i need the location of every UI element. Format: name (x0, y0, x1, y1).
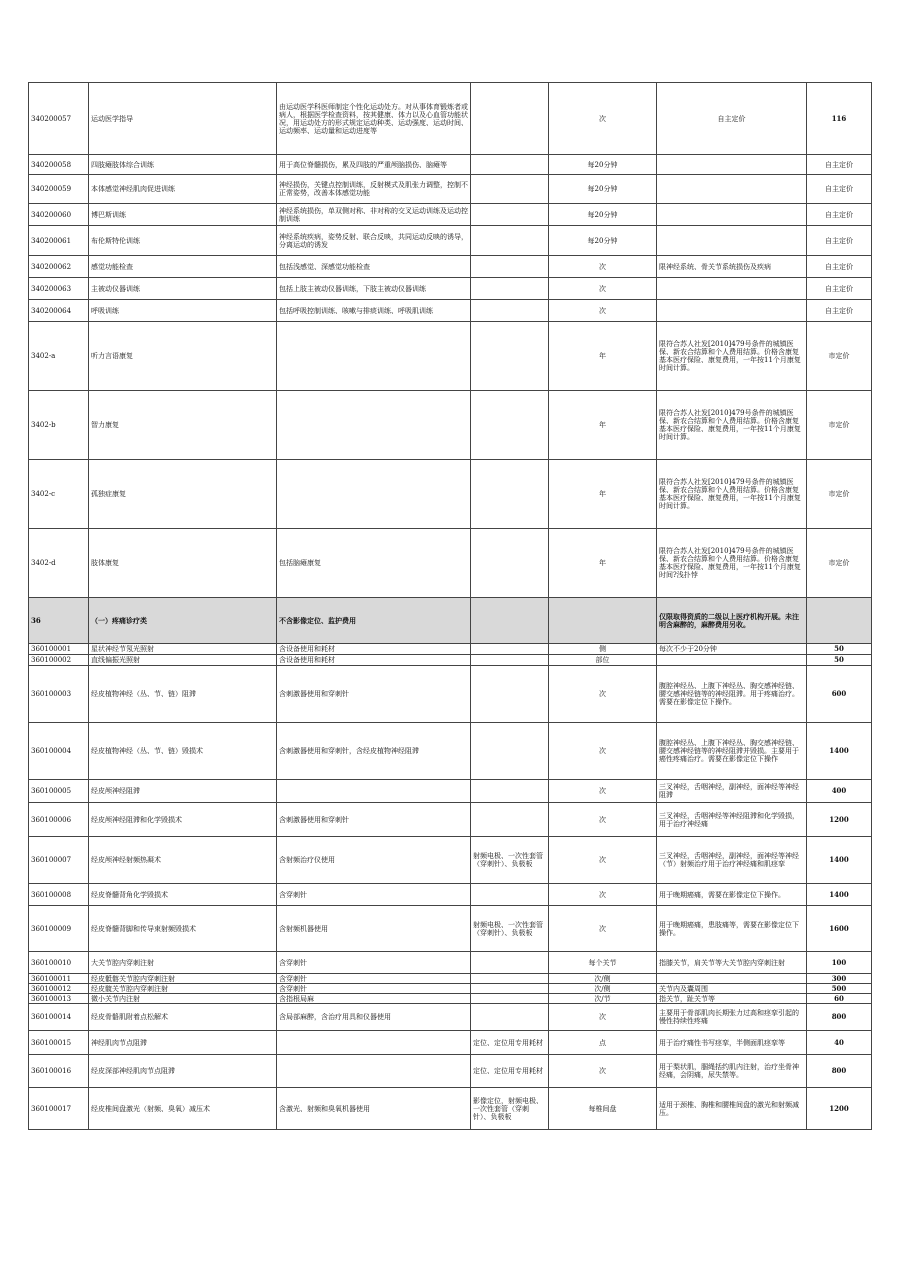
item-name-cell: 本体感觉神经肌肉促进训练 (89, 175, 277, 204)
unit-cell: 次/侧 (549, 984, 657, 994)
table-row (29, 837, 872, 884)
price-cell: 自主定价 (807, 256, 872, 278)
note-cell (657, 204, 807, 226)
item-code-cell: 360100001 (29, 644, 89, 655)
item-name-cell: 四肢瘫肢体综合训练 (89, 155, 277, 175)
excluded-items-cell (471, 204, 549, 226)
table-row (29, 391, 872, 460)
excluded-items-cell: 定位、定位用专用耗材 (471, 1055, 549, 1088)
excluded-items-cell: 定位、定位用专用耗材 (471, 1031, 549, 1055)
category-row (29, 598, 872, 644)
note-cell: 用于治疗痛性书写痉挛，半侧面肌痉挛等 (657, 1031, 807, 1055)
table-row (29, 155, 872, 175)
item-code-cell: 360100016 (29, 1055, 89, 1088)
item-content-cell: 含射频机器使用 (277, 906, 471, 952)
item-content-cell (277, 780, 471, 803)
item-code-cell: 340200061 (29, 226, 89, 256)
item-content-cell (277, 1055, 471, 1088)
unit-cell: 次 (549, 1055, 657, 1088)
unit-cell: 次 (549, 278, 657, 300)
unit-cell: 每椎间盘 (549, 1088, 657, 1130)
unit-cell: 次 (549, 1004, 657, 1031)
item-content-cell: 包括上肢主被动仪器训练，下肢主被动仪器训练 (277, 278, 471, 300)
unit-cell: 次 (549, 300, 657, 322)
item-code-cell: 360100007 (29, 837, 89, 884)
item-name-cell: 经皮骶髂关节腔内穿刺注射 (89, 974, 277, 984)
note-cell (657, 175, 807, 204)
item-code-cell: 360100008 (29, 884, 89, 906)
item-content-cell: 含设备使用和耗材 (277, 644, 471, 655)
price-cell: 1200 (807, 803, 872, 837)
excluded-items-cell (471, 884, 549, 906)
note-cell: 关节内及囊周围 (657, 984, 807, 994)
price-cell (807, 598, 872, 644)
note-cell: 适用于颈椎、胸椎和腰椎间盘的激光和射频减压。 (657, 1088, 807, 1130)
item-content-cell (277, 460, 471, 529)
price-cell: 50 (807, 655, 872, 666)
note-cell: 用于梨状肌，腘绳括约肌内注射，治疗坐骨神经痛，会阴痛，尿失禁等。 (657, 1055, 807, 1088)
item-name-cell: 微小关节内注射 (89, 994, 277, 1004)
table-row (29, 723, 872, 780)
note-cell: 指关节，趾关节等 (657, 994, 807, 1004)
excluded-items-cell (471, 1004, 549, 1031)
unit-cell: 次 (549, 906, 657, 952)
item-name-cell: 运动医学指导 (89, 83, 277, 155)
item-content-cell: 包括浅感觉、深感觉功能检查 (277, 256, 471, 278)
unit-cell: 点 (549, 1031, 657, 1055)
excluded-items-cell (471, 300, 549, 322)
excluded-items-cell (471, 644, 549, 655)
table-row (29, 529, 872, 598)
table-row (29, 322, 872, 391)
excluded-items-cell (471, 803, 549, 837)
note-cell: 三叉神经，舌咽神经，副神经，面神经等神经（节）射频治疗用于治疗神经痛和肌痉挛 (657, 837, 807, 884)
table-row (29, 1088, 872, 1130)
table-row (29, 1004, 872, 1031)
item-code-cell: 340200057 (29, 83, 89, 155)
price-cell: 800 (807, 1055, 872, 1088)
item-code-cell: 340200062 (29, 256, 89, 278)
price-cell: 800 (807, 1004, 872, 1031)
note-cell: 限符合苏人社发[2010]479号条件的城镇医保、新农合结算和个人费用结算。价格含康复基本医疗保险、康复费用，一年按11个月康复时间?浅扑悖 (657, 529, 807, 598)
price-cell: 400 (807, 780, 872, 803)
table-row (29, 644, 872, 655)
unit-cell: 每个关节 (549, 952, 657, 974)
note-cell (657, 155, 807, 175)
excluded-items-cell (471, 278, 549, 300)
item-content-cell: 包括脑瘫康复 (277, 529, 471, 598)
note-cell: 主要用于骨部肌肉长期张力过高和痉挛引起的慢性持续性疼痛 (657, 1004, 807, 1031)
excluded-items-cell (471, 723, 549, 780)
item-code-cell: 360100017 (29, 1088, 89, 1130)
table-row (29, 884, 872, 906)
price-cell: 自主定价 (807, 204, 872, 226)
item-name-cell: 经皮脊髓背角化学毁损术 (89, 884, 277, 906)
unit-cell: 年 (549, 529, 657, 598)
item-code-cell: 3402-c (29, 460, 89, 529)
price-cell: 300 (807, 974, 872, 984)
table-row (29, 175, 872, 204)
item-name-cell: 神经肌肉节点阻滞 (89, 1031, 277, 1055)
price-cell: 100 (807, 952, 872, 974)
item-name-cell: 经皮深部神经肌肉节点阻滞 (89, 1055, 277, 1088)
item-name-cell: 经皮植物神经（丛、节、链）阻滞 (89, 666, 277, 723)
item-code-cell: 360100002 (29, 655, 89, 666)
unit-cell: 年 (549, 322, 657, 391)
item-name-cell: 大关节腔内穿刺注射 (89, 952, 277, 974)
table-row (29, 974, 872, 984)
unit-cell: 年 (549, 391, 657, 460)
note-cell: 限符合苏人社发[2010]479号条件的城镇医保、新农合结算和个人费用结算。价格含康复基本医疗保险、康复费用，一年按11个月康复时间计算。 (657, 460, 807, 529)
price-cell: 1200 (807, 1088, 872, 1130)
excluded-items-cell: 射频电极、一次性套管（穿刺针）、负极板 (471, 837, 549, 884)
item-content-cell: 不含影像定位、监护费用 (277, 598, 471, 644)
item-code-cell: 340200059 (29, 175, 89, 204)
note-cell: 用于晚期癌痛，患肢痛等，需要在影像定位下操作。 (657, 906, 807, 952)
item-name-cell: 经皮颅神经阻滞和化学毁损术 (89, 803, 277, 837)
item-content-cell: 含射频治疗仪使用 (277, 837, 471, 884)
excluded-items-cell (471, 529, 549, 598)
unit-cell: 次 (549, 803, 657, 837)
item-name-cell: 孤独症康复 (89, 460, 277, 529)
table-row (29, 906, 872, 952)
item-content-cell: 包括呼吸控制训练、咳嗽与排痰训练、呼吸肌训练 (277, 300, 471, 322)
item-name-cell: 经皮骨骼肌附着点松解术 (89, 1004, 277, 1031)
item-code-cell: 360100006 (29, 803, 89, 837)
note-cell: 限符合苏人社发[2010]479号条件的城镇医保、新农合结算和个人费用结算。价格含康复基本医疗保险、康复费用，一年按11个月康复时间计算。 (657, 391, 807, 460)
table-row (29, 655, 872, 666)
item-content-cell: 由运动医学科医师制定个性化运动处方。对从事体育锻炼者或病人，根据医学检查资料，按其健康、体力以及心血管功能状况，用运动处方的形式规定运动种类、运动强度、运动时间、运动频率、运动量和运动进度等 (277, 83, 471, 155)
item-code-cell: 360100012 (29, 984, 89, 994)
table-row (29, 984, 872, 994)
item-name-cell: 经皮脊髓背脚和传导束射频毁损术 (89, 906, 277, 952)
excluded-items-cell (471, 256, 549, 278)
table-row (29, 994, 872, 1004)
excluded-items-cell (471, 952, 549, 974)
item-name-cell: 博巴斯训练 (89, 204, 277, 226)
table-row (29, 256, 872, 278)
item-content-cell (277, 1031, 471, 1055)
price-cell: 60 (807, 994, 872, 1004)
excluded-items-cell (471, 655, 549, 666)
item-name-cell: 经皮颅神经射频热凝术 (89, 837, 277, 884)
excluded-items-cell: 射频电极、一次性套管（穿刺针）、负极板 (471, 906, 549, 952)
item-name-cell: 智力康复 (89, 391, 277, 460)
item-code-cell: 360100005 (29, 780, 89, 803)
table-row (29, 803, 872, 837)
item-name-cell: 直线偏振光照射 (89, 655, 277, 666)
item-code-cell: 340200064 (29, 300, 89, 322)
item-code-cell: 3402-b (29, 391, 89, 460)
item-content-cell (277, 322, 471, 391)
item-name-cell: 呼吸训练 (89, 300, 277, 322)
item-code-cell: 360100013 (29, 994, 89, 1004)
unit-cell (549, 598, 657, 644)
excluded-items-cell (471, 780, 549, 803)
note-cell: 三叉神经，舌咽神经，副神经，面神经等神经阻滞 (657, 780, 807, 803)
item-content-cell (277, 391, 471, 460)
note-cell: 限符合苏人社发[2010]479号条件的城镇医保、新农合结算和个人费用结算。价格含康复基本医疗保险、康复费用，一年按11个月康复时间计算。 (657, 322, 807, 391)
item-code-cell: 360100004 (29, 723, 89, 780)
item-content-cell: 神经系统损伤，单双侧对称、非对称的交叉运动训练及运动控制训练 (277, 204, 471, 226)
item-content-cell: 用于高位脊髓损伤，累及四肢的严重颅脑损伤、脑瘫等 (277, 155, 471, 175)
item-name-cell: 经皮植物神经（丛、节、链）毁损术 (89, 723, 277, 780)
unit-cell: 次 (549, 256, 657, 278)
note-cell (657, 655, 807, 666)
note-cell: 自主定价 (657, 83, 807, 155)
price-cell: 1400 (807, 723, 872, 780)
item-content-cell: 含刺激器使用和穿刺针 (277, 666, 471, 723)
unit-cell: 次 (549, 723, 657, 780)
unit-cell: 每20分钟 (549, 204, 657, 226)
item-code-cell: 360100009 (29, 906, 89, 952)
unit-cell: 次 (549, 884, 657, 906)
note-cell: 仅限取得资质的二级以上医疗机构开展。未注明含麻醉的，麻醉费用另收。 (657, 598, 807, 644)
item-code-cell: 3402-d (29, 529, 89, 598)
note-cell (657, 974, 807, 984)
price-cell: 1600 (807, 906, 872, 952)
item-code-cell: 360100015 (29, 1031, 89, 1055)
item-name-cell: 经皮椎间盘激光（射频、臭氧）减压术 (89, 1088, 277, 1130)
unit-cell: 次/节 (549, 994, 657, 1004)
item-name-cell: （一）疼痛诊疗类 (89, 598, 277, 644)
price-cell: 自主定价 (807, 226, 872, 256)
note-cell: 腹腔神经丛、上腹下神经丛、胸交感神经链、腰交感神经链等的神经阻滞并毁损。主要用于癌性疼痛治疗。需要在影像定位下操作 (657, 723, 807, 780)
excluded-items-cell (471, 994, 549, 1004)
item-code-cell: 360100003 (29, 666, 89, 723)
item-content-cell: 含局部麻醉，含治疗用具和仪器使用 (277, 1004, 471, 1031)
item-name-cell: 布伦斯特伦训练 (89, 226, 277, 256)
item-name-cell: 经皮颅神经阻滞 (89, 780, 277, 803)
unit-cell: 每20分钟 (549, 155, 657, 175)
excluded-items-cell (471, 155, 549, 175)
note-cell: 指膝关节，肩关节等大关节腔内穿刺注射 (657, 952, 807, 974)
price-cell: 500 (807, 984, 872, 994)
excluded-items-cell: 影像定位，射频电极、一次性套管（穿刺针）、负极板 (471, 1088, 549, 1130)
table-row (29, 666, 872, 723)
item-code-cell: 360100010 (29, 952, 89, 974)
item-content-cell: 含刺激器使用和穿刺针 (277, 803, 471, 837)
table-row (29, 83, 872, 155)
unit-cell: 次 (549, 780, 657, 803)
item-code-cell: 340200058 (29, 155, 89, 175)
item-code-cell: 3402-a (29, 322, 89, 391)
item-content-cell: 神经损伤，关键点控制训练，反射模式及肌张力调整，控制不正常姿势，改善本体感觉功能 (277, 175, 471, 204)
table-row (29, 1055, 872, 1088)
price-cell: 40 (807, 1031, 872, 1055)
note-cell (657, 300, 807, 322)
item-code-cell: 360100011 (29, 974, 89, 984)
item-content-cell: 含穿刺针 (277, 952, 471, 974)
table-row (29, 204, 872, 226)
note-cell: 三叉神经，舌咽神经等神经阻滞和化学毁损，用于治疗神经痛 (657, 803, 807, 837)
excluded-items-cell (471, 974, 549, 984)
item-content-cell: 含指根局麻 (277, 994, 471, 1004)
item-name-cell: 肢体康复 (89, 529, 277, 598)
item-name-cell: 经皮髋关节腔内穿刺注射 (89, 984, 277, 994)
excluded-items-cell (471, 598, 549, 644)
note-cell: 限神经系统、骨关节系统损伤及疾病 (657, 256, 807, 278)
excluded-items-cell (471, 226, 549, 256)
note-cell: 用于晚期癌痛，需要在影像定位下操作。 (657, 884, 807, 906)
note-cell (657, 278, 807, 300)
item-name-cell: 听力言语康复 (89, 322, 277, 391)
price-cell: 市定价 (807, 460, 872, 529)
item-name-cell: 主被动仪器训练 (89, 278, 277, 300)
table-row (29, 226, 872, 256)
excluded-items-cell (471, 322, 549, 391)
price-cell: 市定价 (807, 322, 872, 391)
excluded-items-cell (471, 391, 549, 460)
excluded-items-cell (471, 984, 549, 994)
price-cell: 市定价 (807, 391, 872, 460)
unit-cell: 年 (549, 460, 657, 529)
item-code-cell: 340200063 (29, 278, 89, 300)
price-cell: 自主定价 (807, 175, 872, 204)
item-content-cell: 含设备使用和耗材 (277, 655, 471, 666)
note-cell (657, 226, 807, 256)
price-cell: 1400 (807, 884, 872, 906)
item-name-cell: 星状神经节氖光照射 (89, 644, 277, 655)
excluded-items-cell (471, 175, 549, 204)
table-row (29, 1031, 872, 1055)
table-row (29, 460, 872, 529)
price-cell: 自主定价 (807, 278, 872, 300)
price-cell: 50 (807, 644, 872, 655)
price-cell: 自主定价 (807, 300, 872, 322)
table-row (29, 952, 872, 974)
unit-cell: 次/侧 (549, 974, 657, 984)
unit-cell: 每20分钟 (549, 226, 657, 256)
item-code-cell: 340200060 (29, 204, 89, 226)
unit-cell: 次 (549, 83, 657, 155)
note-cell: 腹腔神经丛、上腹下神经丛、胸交感神经链、腰交感神经链等的神经阻滞。用于疼痛治疗。需要在影像定位下操作。 (657, 666, 807, 723)
item-content-cell: 神经系统疾病，姿势反射、联合反映，共同运动反映的诱导，分离运动的诱发 (277, 226, 471, 256)
price-table-body (29, 83, 872, 1130)
unit-cell: 侧 (549, 644, 657, 655)
price-cell: 1400 (807, 837, 872, 884)
unit-cell: 每20分钟 (549, 175, 657, 204)
note-cell: 每次不少于20分钟 (657, 644, 807, 655)
price-cell: 600 (807, 666, 872, 723)
excluded-items-cell (471, 666, 549, 723)
item-content-cell: 含激光、射频和臭氧机器使用 (277, 1088, 471, 1130)
excluded-items-cell (471, 460, 549, 529)
price-cell: 自主定价 (807, 155, 872, 175)
price-cell: 116 (807, 83, 872, 155)
item-code-cell: 36 (29, 598, 89, 644)
table-row (29, 780, 872, 803)
price-cell: 市定价 (807, 529, 872, 598)
excluded-items-cell (471, 83, 549, 155)
item-name-cell: 感觉功能检查 (89, 256, 277, 278)
price-table (28, 82, 872, 1130)
table-row (29, 278, 872, 300)
item-content-cell: 含穿刺针 (277, 984, 471, 994)
item-content-cell: 含穿刺针 (277, 884, 471, 906)
unit-cell: 次 (549, 666, 657, 723)
unit-cell: 次 (549, 837, 657, 884)
item-code-cell: 360100014 (29, 1004, 89, 1031)
unit-cell: 部位 (549, 655, 657, 666)
table-row (29, 300, 872, 322)
item-content-cell: 含刺激器使用和穿刺针，含经皮植物神经阻滞 (277, 723, 471, 780)
item-content-cell: 含穿刺针 (277, 974, 471, 984)
